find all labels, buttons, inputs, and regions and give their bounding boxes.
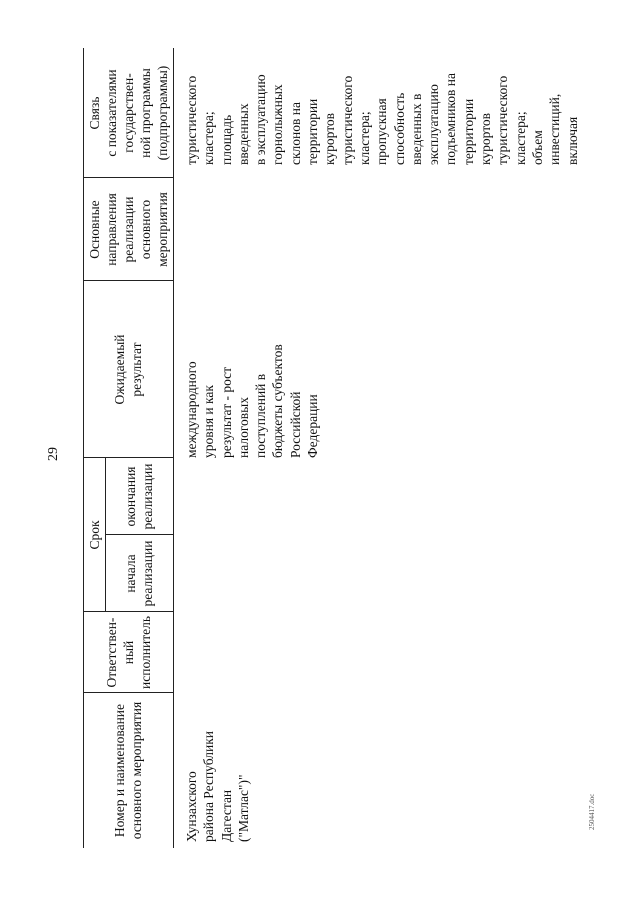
row-link-cell: туристического кластера; площадь введенных в эксплуатацию горнолыжных склонов на территории курортов туристического кластера; пропускная способность введенных в эксплуатацию подъемников на территории курортов туристического кластера; объем инвестиций, включая	[184, 72, 580, 165]
header-col-start: начала реализации	[123, 540, 155, 607]
header-col-name: Номер и наименование основного мероприятия	[112, 701, 144, 840]
row-result-cell: международного уровня и как результат - рост налоговых поступлений в бюджеты субъектов Российской Федерации	[184, 344, 321, 458]
page-number: 29	[46, 447, 61, 461]
row-name-cell: Хунзахского района Республики Дагестан ("Матлас")"	[184, 730, 251, 842]
header-col-srok: Срок	[86, 520, 102, 550]
rotated-table-page	[83, 48, 603, 848]
header-col-result: Ожидаемый результат	[112, 334, 144, 405]
header-col-end: окончания реализации	[123, 463, 155, 530]
header-col-executor: Ответствен- ный исполнитель	[103, 616, 153, 689]
header-col-link: Связь с показателями государствен- ной программы (подпрограммы)	[86, 65, 170, 161]
header-col-directions: Основные направления реализации основного мероприятия	[86, 192, 170, 267]
header-bottom-border	[173, 48, 174, 848]
footer-doc-code: 2504417.doc	[588, 793, 596, 830]
